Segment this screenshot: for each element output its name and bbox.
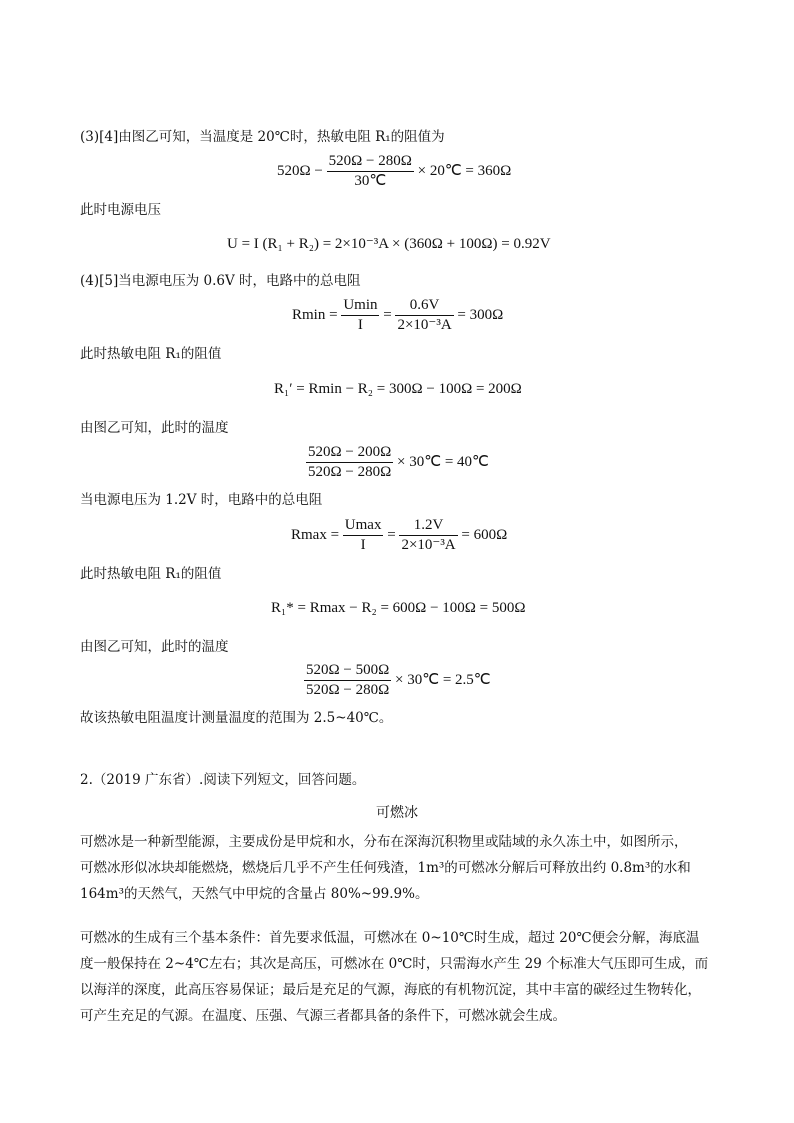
eq6-num1: Umax — [343, 516, 384, 536]
eq3-num2: 0.6V — [395, 296, 453, 316]
section3-voltage-label: 此时电源电压 — [80, 202, 161, 218]
eq3-den1: I — [357, 317, 363, 333]
paragraph-line: 164m³的天然气，天然气中甲烷的含量占 80%~99.9%。 — [80, 886, 429, 902]
eq1-rhs: × 20℃ = 360Ω — [417, 162, 512, 179]
eq1-numerator: 520Ω − 280Ω — [327, 152, 414, 172]
eq8-denominator: 520Ω − 280Ω — [306, 682, 390, 698]
eq5-numerator: 520Ω − 200Ω — [306, 443, 393, 463]
eq8-numerator: 520Ω − 500Ω — [304, 661, 391, 681]
equation-supply-voltage: U = I (R₁ + R₂) = 2×10⁻³A × (360Ω + 100Ω) = 0.92V — [227, 236, 551, 252]
eq3-lhs: Rmin = — [292, 306, 338, 323]
equation-rmin — [292, 296, 503, 335]
eq5-rhs: × 30℃ = 40℃ — [397, 453, 489, 470]
paragraph-line: 以海洋的深度，此高压容易保证；最后是充足的气源，海底的有机物沉淀，其中丰富的碳经过生物转化， — [80, 982, 701, 998]
eq3-fraction1 — [341, 296, 379, 335]
article-paragraph-2 — [80, 925, 720, 1029]
equation-temp-2-5 — [304, 661, 491, 700]
eq6-den2: 2×10⁻³A — [401, 537, 456, 553]
eq6-fraction1 — [343, 516, 384, 555]
eq1-denominator: 30℃ — [354, 173, 387, 189]
section4-high-intro: 当电源电压为 1.2V 时，电路中的总电阻 — [80, 492, 323, 508]
eq3-num1: Umin — [341, 296, 379, 316]
eq1-fraction — [327, 152, 414, 191]
equation-r1-at-20c — [277, 152, 511, 191]
eq6-num2: 1.2V — [399, 516, 457, 536]
conclusion-text: 故该热敏电阻温度计测量温度的范围为 2.5~40℃。 — [80, 710, 393, 726]
equation-r1-prime: R₁′ = Rmin − R₂ = 300Ω − 100Ω = 200Ω — [274, 381, 522, 397]
eq3-fraction2 — [395, 296, 453, 335]
paragraph-line: 可燃冰形似冰块却能燃烧，燃烧后几乎不产生任何残渣，1m³的可燃冰分解后可释放出约 0.8m³的水和 — [80, 860, 691, 876]
eq6-lhs: Rmax = — [291, 526, 340, 543]
section4-temp-label: 由图乙可知，此时的温度 — [80, 420, 229, 436]
equation-rmax — [291, 516, 507, 555]
eq6-rhs: = 600Ω — [461, 526, 508, 543]
eq6-fraction2 — [399, 516, 457, 555]
equation-r1-star: R₁* = Rmax − R₂ = 600Ω − 100Ω = 500Ω — [271, 600, 526, 616]
article-paragraph-1 — [80, 829, 720, 907]
eq5-denominator: 520Ω − 280Ω — [308, 464, 392, 480]
question2-header: 2.（2019 广东省）.阅读下列短文，回答问题。 — [80, 772, 366, 788]
paragraph-line: 可燃冰是一种新型能源，主要成份是甲烷和水，分布在深海沉积物里或陆域的永久冻土中，如图所示， — [80, 834, 688, 850]
section4-r1-label: 此时热敏电阻 R₁的阻值 — [80, 346, 222, 362]
equation-temp-40 — [306, 443, 489, 482]
eq3-rhs: = 300Ω — [457, 306, 504, 323]
article-title: 可燃冰 — [376, 805, 418, 821]
paragraph-line: 可燃冰的生成有三个基本条件：首先要求低温，可燃冰在 0~10℃时生成，超过 20℃便会分解，海底温 — [80, 930, 700, 946]
eq6-den1: I — [360, 537, 366, 553]
eq8-rhs: × 30℃ = 2.5℃ — [395, 671, 491, 688]
eq3-eq: = — [383, 306, 392, 323]
section4-temp-label2: 由图乙可知，此时的温度 — [80, 639, 229, 655]
eq3-den2: 2×10⁻³A — [397, 317, 452, 333]
section4-intro: (4)[5]当电源电压为 0.6V 时，电路中的总电阻 — [80, 273, 361, 289]
paragraph-line: 可产生充足的气源。在温度、压强、气源三者都具备的条件下，可燃冰就会生成。 — [80, 1008, 566, 1024]
eq1-lhs: 520Ω − — [277, 162, 323, 179]
eq6-eq: = — [387, 526, 396, 543]
eq8-fraction — [304, 661, 391, 700]
section3-intro: (3)[4]由图乙可知，当温度是 20℃时，热敏电阻 R₁的阻值为 — [80, 129, 445, 145]
eq5-fraction — [306, 443, 393, 482]
paragraph-line: 度一般保持在 2~4℃左右；其次是高压，可燃冰在 0℃时，只需海水产生 29 个标准大气压即可生成，而 — [80, 956, 709, 972]
section4-r1-label2: 此时热敏电阻 R₁的阻值 — [80, 566, 222, 582]
